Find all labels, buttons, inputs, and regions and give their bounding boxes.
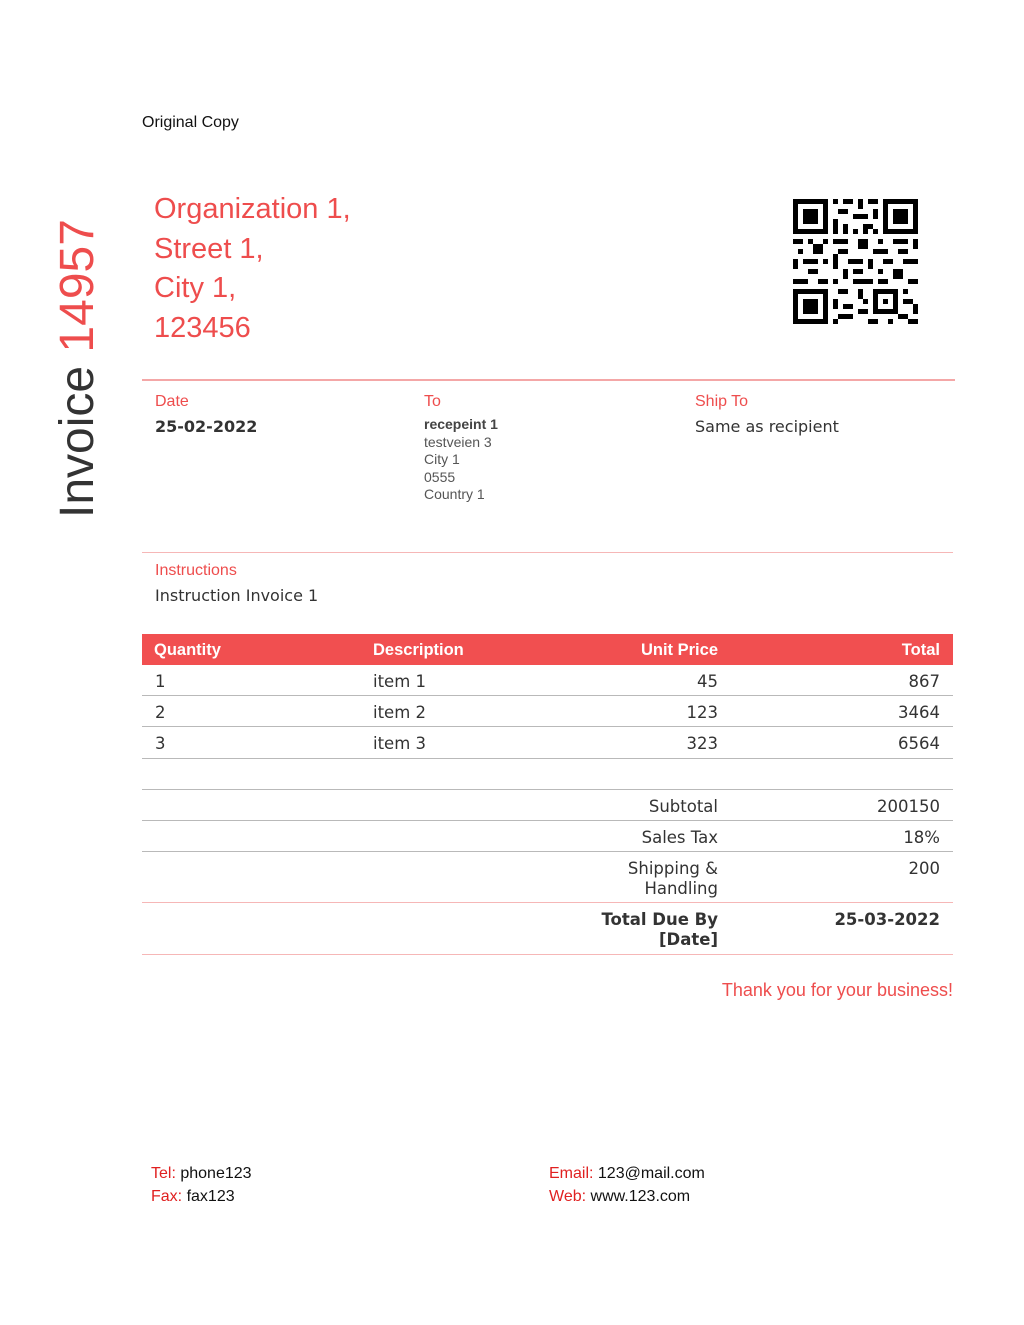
recipient-address <box>424 416 498 504</box>
to-label: To <box>424 393 441 410</box>
cell-quantity: 3 <box>155 734 166 753</box>
divider <box>142 902 953 903</box>
row-divider <box>142 820 953 821</box>
qr-code-icon <box>793 199 918 324</box>
header-total: Total <box>901 641 940 659</box>
org-line: Street 1, <box>154 232 264 265</box>
header-quantity: Quantity <box>154 641 221 659</box>
footer-email <box>549 1165 705 1183</box>
invoice-title <box>48 178 108 518</box>
organization-address <box>154 190 351 348</box>
date-label: Date <box>155 393 189 410</box>
subtotal-value: 200150 <box>877 797 940 816</box>
recipient-line: Country 1 <box>424 486 485 502</box>
recipient-line: testveien 3 <box>424 433 492 450</box>
cell-quantity: 1 <box>155 672 166 691</box>
org-line: City 1, <box>154 272 237 304</box>
web-value[interactable]: www.123.com <box>590 1188 691 1205</box>
sales-tax-label: Sales Tax <box>641 828 718 847</box>
email-value[interactable]: 123@mail.com <box>597 1165 705 1182</box>
row-divider <box>142 851 953 852</box>
cell-quantity: 2 <box>155 703 166 722</box>
cell-total: 6564 <box>898 734 940 753</box>
cell-description: item 1 <box>373 672 427 691</box>
header-unit-price: Unit Price <box>640 641 718 659</box>
row-divider <box>142 695 953 696</box>
divider <box>142 954 953 955</box>
fax-value: fax123 <box>186 1188 235 1205</box>
recipient-line: 0555 <box>424 468 456 485</box>
divider <box>142 552 953 553</box>
ship-to-value: Same as recipient <box>695 417 839 436</box>
sales-tax-value: 18% <box>903 828 940 847</box>
cell-total: 867 <box>908 672 940 691</box>
email-label: Email: <box>549 1165 594 1182</box>
cell-unit-price: 323 <box>686 734 718 753</box>
footer-fax <box>151 1188 235 1206</box>
recipient-name: recepeint 1 <box>424 416 498 432</box>
thank-you-note: Thank you for your business! <box>721 980 953 1000</box>
invoice-number: 14957 <box>51 219 104 353</box>
tel-value: phone123 <box>180 1165 252 1182</box>
header-description: Description <box>373 641 464 659</box>
copy-label: Original Copy <box>142 114 239 131</box>
web-label: Web: <box>549 1188 587 1205</box>
shipping-value: 200 <box>908 859 940 878</box>
instructions-value: Instruction Invoice 1 <box>155 586 319 605</box>
divider <box>142 379 955 381</box>
cell-unit-price: 45 <box>697 672 718 691</box>
shipping-label-line2: Handling <box>644 879 718 898</box>
cell-description: item 3 <box>373 734 427 753</box>
footer-tel <box>151 1165 252 1183</box>
total-due-label-line2: [Date] <box>659 930 718 949</box>
org-line: 123456 <box>154 311 251 344</box>
row-divider <box>142 758 953 759</box>
shipping-label-line1: Shipping & <box>627 859 718 878</box>
footer-web <box>549 1188 690 1206</box>
cell-unit-price: 123 <box>686 703 718 722</box>
cell-total: 3464 <box>898 703 940 722</box>
tel-label: Tel: <box>151 1165 176 1182</box>
fax-label: Fax: <box>151 1188 183 1205</box>
cell-description: item 2 <box>373 703 427 722</box>
total-due-label-line1: Total Due By <box>601 910 718 929</box>
date-value: 25-02-2022 <box>155 417 258 436</box>
ship-to-label: Ship To <box>695 393 749 410</box>
invoice-title-word: Invoice <box>51 365 104 518</box>
recipient-line: City 1 <box>424 451 460 467</box>
row-divider <box>142 789 953 790</box>
row-divider <box>142 726 953 727</box>
total-due-value: 25-03-2022 <box>834 910 940 929</box>
org-line: Organization 1, <box>154 193 351 225</box>
subtotal-label: Subtotal <box>648 797 718 816</box>
instructions-label: Instructions <box>155 562 237 579</box>
